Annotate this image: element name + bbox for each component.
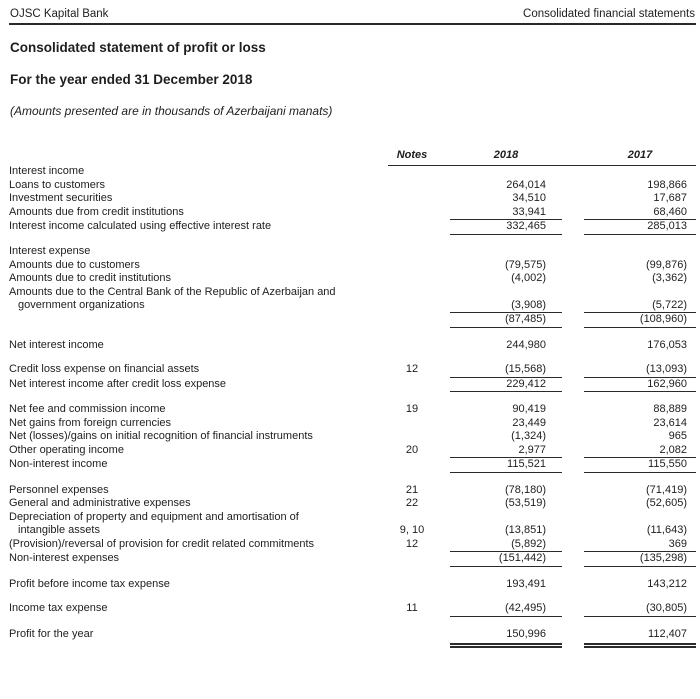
row-label: Credit loss expense on financial assets (9, 363, 200, 375)
table-row (9, 497, 696, 511)
column-gap (562, 377, 584, 392)
column-gap (562, 392, 584, 417)
column-gap (562, 286, 584, 313)
row-value-2018: 33,941 (450, 206, 562, 220)
column-gap (562, 472, 584, 497)
row-value-2018: (13,851) (505, 524, 546, 536)
column-gap (436, 511, 450, 538)
row-label: Non-interest income (9, 458, 108, 470)
row-value-2018 (450, 234, 562, 259)
row-value-2017: 198,866 (647, 178, 687, 191)
table-header-row (9, 149, 696, 165)
row-value-2018: (5,892) (450, 538, 562, 552)
row-label (9, 313, 388, 328)
row-value-2017 (584, 165, 696, 179)
column-gap (562, 538, 584, 552)
total-row (9, 552, 696, 567)
row-note: 12 (405, 537, 419, 550)
column-gap (436, 179, 450, 193)
column-gap (436, 538, 450, 552)
table-row (9, 538, 696, 552)
row-value-2018: 229,412 (450, 377, 562, 392)
column-gap (562, 566, 584, 591)
row-value-2017: (30,805) (584, 591, 696, 616)
column-gap (562, 165, 584, 179)
row-label: Net interest income after credit loss expense (9, 377, 227, 390)
row-value-2017: (11,643) (646, 524, 687, 536)
total-row (9, 616, 696, 646)
row-value-2018: 23,449 (512, 416, 546, 429)
table-row (9, 179, 696, 193)
row-value-2017: 112,407 (584, 616, 696, 646)
amounts-note: (Amounts presented are in thousands of Azerbaijani manats) (10, 104, 333, 118)
row-value-2018: 115,521 (450, 458, 562, 473)
table-row (9, 430, 696, 444)
row-note (388, 417, 436, 431)
column-gap (436, 206, 450, 220)
column-gap (436, 313, 450, 328)
column-gap (562, 417, 584, 431)
row-value-2018: (87,485) (450, 313, 562, 328)
row-value-2017: 68,460 (584, 206, 696, 220)
row-note (388, 220, 436, 235)
row-value-2018: 2,977 (450, 444, 562, 458)
row-label: Investment securities (9, 192, 113, 204)
column-gap (436, 430, 450, 444)
row-label: Interest income calculated using effective interest rate (9, 220, 272, 232)
column-gap (562, 458, 584, 473)
row-label: Loans to customers (9, 178, 105, 191)
row-note (388, 552, 436, 567)
row-value-2018: 193,491 (506, 577, 546, 590)
row-value-2018: 244,980 (506, 338, 546, 351)
column-gap (562, 591, 584, 616)
column-gap (562, 430, 584, 444)
row-label: General and administrative expenses (9, 497, 191, 509)
row-value-2018: (151,442) (450, 552, 562, 567)
table-row (9, 392, 696, 417)
column-gap (562, 616, 584, 646)
row-note (388, 234, 436, 259)
row-value-2017: 285,013 (584, 220, 696, 235)
column-gap (436, 417, 450, 431)
row-note (388, 377, 436, 392)
row-value-2017: 162,960 (584, 377, 696, 392)
row-value-2018: 90,419 (512, 403, 546, 415)
row-note (388, 327, 436, 352)
total-row (9, 165, 696, 179)
total-row (9, 377, 696, 392)
table-row (9, 591, 696, 616)
total-row (9, 234, 696, 259)
row-note: 20 (405, 443, 419, 456)
header-right-text: Consolidated financial statements (523, 8, 695, 20)
row-value-2018: (1,324) (511, 430, 546, 442)
notes-column-header: Notes (388, 149, 436, 165)
row-value-2018: (3,908) (450, 286, 562, 313)
row-label: Profit before income tax expense (9, 577, 170, 590)
column-gap (436, 327, 450, 352)
row-label: Amounts due to customers (9, 258, 140, 271)
row-note (388, 179, 436, 193)
year-2018-column-header: 2018 (450, 149, 562, 165)
column-gap (436, 192, 450, 206)
row-label: Income tax expense (9, 602, 108, 614)
row-label: Profit for the year (9, 627, 94, 640)
column-gap (436, 259, 450, 273)
row-value-2017: (5,722) (584, 286, 696, 313)
row-note (388, 313, 436, 328)
row-note (388, 430, 436, 444)
row-value-2017: 143,212 (647, 577, 687, 590)
profit-loss-table (9, 149, 696, 648)
total-row (9, 220, 696, 235)
row-label: Personnel expenses (9, 483, 109, 496)
column-gap (436, 165, 450, 179)
row-value-2017: (13,093) (584, 352, 696, 377)
row-note (388, 165, 436, 179)
year-2017-column-header: 2017 (584, 149, 696, 165)
column-gap (562, 259, 584, 273)
column-gap (562, 220, 584, 235)
row-value-2018: 332,465 (450, 220, 562, 235)
table-row (9, 444, 696, 458)
row-label (9, 286, 388, 313)
row-label: Net fee and commission income (9, 403, 166, 415)
row-label: Interest expense (9, 245, 91, 257)
column-gap (562, 234, 584, 259)
row-note (388, 458, 436, 473)
pl-table-body (9, 165, 696, 646)
row-value-2018: (78,180) (505, 483, 546, 496)
page-subtitle: For the year ended 31 December 2018 (10, 72, 253, 87)
row-note (388, 192, 436, 206)
table-row (9, 511, 696, 538)
row-value-2018 (450, 165, 562, 179)
column-gap (436, 591, 450, 616)
page-title: Consolidated statement of profit or loss (10, 40, 266, 55)
header-left-text: OJSC Kapital Bank (10, 8, 109, 20)
table-row (9, 192, 696, 206)
column-gap (436, 472, 450, 497)
column-gap (562, 192, 584, 206)
row-value-2018: 150,996 (450, 616, 562, 646)
column-gap (562, 206, 584, 220)
row-note (388, 616, 436, 646)
column-gap (562, 149, 584, 165)
row-label: Interest income (9, 165, 85, 177)
row-value-2017 (584, 234, 696, 259)
column-gap (436, 234, 450, 259)
column-gap (562, 313, 584, 328)
column-gap (436, 458, 450, 473)
row-label-line1: Amounts due to the Central Bank of the Republic of Azerbaijan and (9, 285, 336, 298)
column-gap (562, 444, 584, 458)
row-value-2017: 88,889 (653, 403, 687, 415)
column-gap (436, 272, 450, 286)
total-row (9, 566, 696, 591)
row-value-2017: (135,298) (584, 552, 696, 567)
column-gap (436, 444, 450, 458)
row-note (388, 286, 436, 313)
table-row (9, 286, 696, 313)
row-value-2018: 34,510 (512, 192, 546, 204)
row-value-2018: (79,575) (505, 258, 546, 271)
row-value-2018: 264,014 (506, 178, 546, 191)
row-label-line2: government organizations (18, 299, 145, 311)
column-gap (436, 497, 450, 511)
total-row (9, 313, 696, 328)
row-label: Non-interest expenses (9, 552, 120, 564)
column-gap (562, 272, 584, 286)
row-value-2017: 115,550 (584, 458, 696, 473)
row-note (388, 206, 436, 220)
column-gap (436, 149, 450, 165)
row-value-2017: 23,614 (653, 416, 687, 429)
row-value-2017: 369 (584, 538, 696, 552)
row-label: Net gains from foreign currencies (9, 416, 172, 429)
row-note: 19 (405, 403, 419, 415)
row-label: Other operating income (9, 443, 124, 456)
row-label: (Provision)/reversal of provision for credit related commitments (9, 537, 315, 550)
row-value-2018: (4,002) (511, 272, 546, 284)
total-row (9, 458, 696, 473)
row-value-2018: (15,568) (450, 352, 562, 377)
row-value-2018: (42,495) (450, 591, 562, 616)
column-gap (562, 497, 584, 511)
row-label: Net interest income (9, 338, 104, 351)
column-gap (436, 220, 450, 235)
row-value-2017: (71,419) (646, 483, 687, 496)
column-gap (562, 327, 584, 352)
column-gap (436, 377, 450, 392)
row-label: Amounts due to credit institutions (9, 272, 172, 284)
row-note: 22 (405, 497, 419, 509)
table-row (9, 352, 696, 377)
column-gap (436, 616, 450, 646)
row-label-line2: intangible assets (18, 524, 100, 536)
row-value-2017: (99,876) (646, 258, 687, 271)
column-gap (562, 552, 584, 567)
column-gap (436, 286, 450, 313)
column-gap (436, 552, 450, 567)
row-note (388, 259, 436, 273)
row-note: 12 (405, 363, 419, 375)
row-value-2017: 965 (668, 430, 687, 442)
row-value-2017: (108,960) (584, 313, 696, 328)
row-label: Amounts due from credit institutions (9, 205, 184, 218)
total-row (9, 327, 696, 352)
column-gap (436, 566, 450, 591)
column-gap (436, 352, 450, 377)
row-note: 9, 10 (399, 524, 425, 536)
row-value-2017: (3,362) (652, 272, 687, 284)
label-column-header (9, 149, 388, 165)
row-note (388, 272, 436, 286)
row-value-2017: 17,687 (653, 192, 687, 204)
column-gap (436, 392, 450, 417)
column-gap (562, 511, 584, 538)
column-gap (562, 179, 584, 193)
row-value-2018: (53,519) (505, 497, 546, 509)
row-note (388, 566, 436, 591)
table-row (9, 206, 696, 220)
row-label-line1: Depreciation of property and equipment and amortisation of (9, 510, 299, 523)
row-value-2017: 2,082 (584, 444, 696, 458)
row-value-2017: 176,053 (647, 338, 687, 351)
row-label: Net (losses)/gains on initial recognition of financial instruments (9, 430, 313, 442)
table-row (9, 472, 696, 497)
row-note: 21 (405, 483, 419, 496)
row-note: 11 (406, 602, 418, 614)
row-value-2017: (52,605) (646, 497, 687, 509)
table-row (9, 272, 696, 286)
row-label (9, 511, 388, 538)
table-row (9, 259, 696, 273)
document-header (9, 8, 696, 25)
column-gap (562, 352, 584, 377)
table-row (9, 417, 696, 431)
